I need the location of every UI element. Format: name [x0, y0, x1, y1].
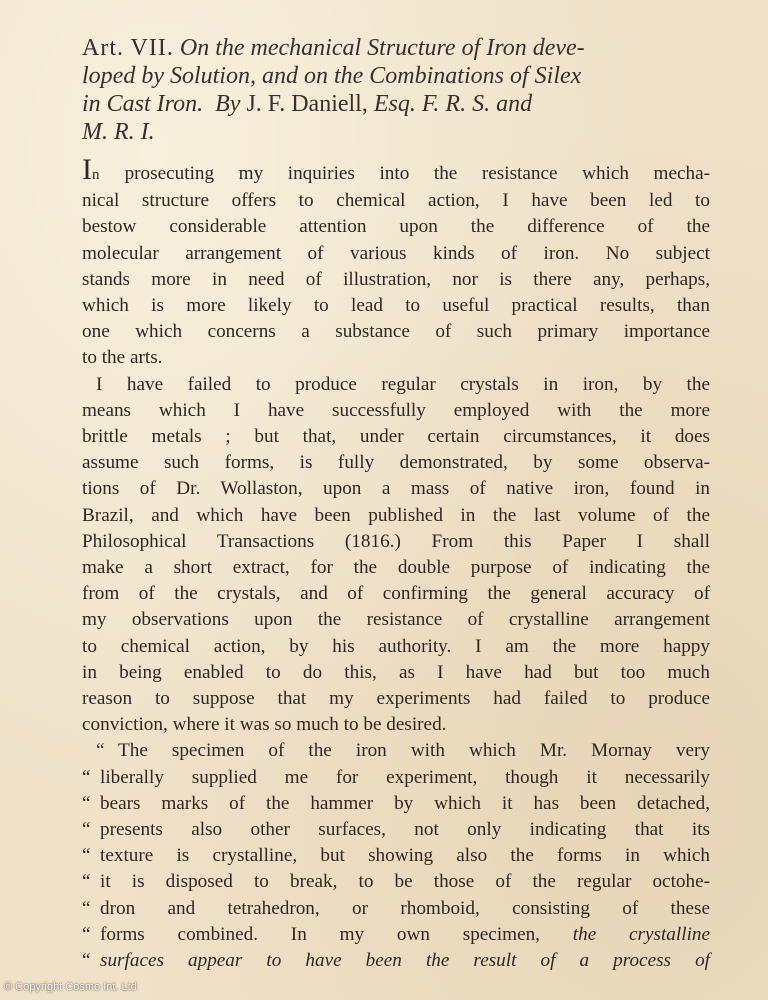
- article-body: [82, 153, 711, 974]
- quotation: [82, 738, 710, 974]
- text-line: tions of Dr. Wollaston, upon a mass of native iron, found in: [82, 478, 710, 500]
- quote-line: [82, 817, 710, 843]
- quote-mark: “: [96, 740, 105, 762]
- quote-line: [82, 738, 710, 764]
- text-line: which is more likely to lead to useful practical results, than: [82, 295, 710, 317]
- article-title-line-2: loped by Solution, and on the Combinations of Silex: [82, 63, 582, 89]
- text-line: stands more in need of illustration, nor is there any, perhaps,: [82, 268, 710, 290]
- quote-line-text: it is disposed to break, to be those of the regular octohe-: [100, 871, 710, 893]
- quote-line-text: dron and tetrahedron, or rhomboid, consisting of these: [100, 897, 710, 919]
- paragraph-1: [82, 153, 710, 372]
- text-line: reason to suppose that my experiments had failed to produce: [82, 688, 710, 710]
- quote-mark: “: [82, 871, 91, 893]
- quote-line: [82, 843, 710, 869]
- quote-mark: “: [82, 897, 91, 919]
- quote-mark: “: [82, 766, 91, 788]
- quote-mark: “: [82, 819, 91, 841]
- text-line: to chemical action, by his authority. I am the more happy: [82, 635, 710, 657]
- text-line: means which I have successfully employed with the more: [82, 399, 710, 421]
- text-line: in being enabled to do this, as I have had but too much: [82, 661, 710, 683]
- quote-line: [82, 765, 710, 791]
- text-line: [82, 153, 710, 188]
- text-line: brittle metals ; but that, under certain circumstances, it does: [82, 426, 710, 448]
- text-line: nical structure offers to chemical action, I have been led to: [82, 190, 710, 212]
- quote-line: [82, 948, 710, 974]
- text-line: assume such forms, is fully demonstrated, by some observa-: [82, 452, 710, 474]
- quote-italic-text: surfaces appear to have been the result of a process of: [100, 950, 710, 972]
- quote-line: [82, 922, 710, 948]
- quote-mark: “: [82, 950, 91, 972]
- article-heading: [82, 34, 712, 146]
- copyright-notice: © Copyright Cosmo Int. Ltd: [4, 981, 137, 993]
- text-line: Philosophical Transactions (1816.) From this Paper I shall: [82, 530, 710, 552]
- article-title-line-1: On the mechanical Structure of Iron deve-: [179, 35, 585, 61]
- quote-line-text: forms combined. In my own specimen,: [100, 923, 573, 945]
- text-line: I have failed to produce regular crystals in iron, by the: [96, 373, 710, 395]
- quote-mark: “: [82, 845, 91, 867]
- quote-italic-text: the crystalline: [572, 923, 711, 945]
- article-title-line-3: in Cast Iron.: [82, 91, 204, 117]
- text-line: make a short extract, for the double purpose of indicating the: [82, 557, 710, 579]
- author-name: J. F. Daniell,: [246, 91, 368, 117]
- text-line: to the arts.: [82, 347, 163, 369]
- quote-line-text: The specimen of the iron with which Mr. Mornay very: [118, 740, 710, 762]
- drop-cap-rest: n: [92, 167, 100, 183]
- drop-cap: I: [82, 153, 92, 186]
- text-line: from of the crystals, and of confirming the general accuracy of: [82, 583, 710, 605]
- text-line: one which concerns a substance of such primary importance: [82, 321, 710, 343]
- quote-line: [82, 896, 710, 922]
- quote-line-text: presents also other surfaces, not only indicating that its: [100, 819, 710, 841]
- quote-line-text: liberally supplied me for experiment, though it necessarily: [100, 766, 710, 788]
- article-number: Art. VII.: [82, 35, 174, 61]
- text-line: bestow considerable attention upon the difference of the: [82, 216, 710, 238]
- quote-mark: “: [82, 923, 91, 945]
- quote-line: [82, 869, 710, 895]
- text-line: my observations upon the resistance of crystalline arrangement: [82, 609, 710, 631]
- quote-line: [82, 791, 710, 817]
- author-credentials: Esq. F. R. S. and: [373, 91, 533, 117]
- quote-mark: “: [82, 792, 91, 814]
- text-line: conviction, where it was so much to be desired.: [82, 714, 447, 736]
- text-line-content: prosecuting my inquiries into the resistance which mecha-: [100, 163, 710, 184]
- text-line: molecular arrangement of various kinds of iron. No subject: [82, 242, 710, 264]
- paragraph-2: [82, 372, 710, 739]
- author-credentials-2: M. R. I.: [82, 119, 155, 145]
- quote-line-text: bears marks of the hammer by which it has been detached,: [100, 792, 710, 814]
- author-by: By: [215, 91, 241, 117]
- text-line: Brazil, and which have been published in the last volume of the: [82, 504, 710, 526]
- quote-line-text: texture is crystalline, but showing also the forms in which: [100, 845, 710, 867]
